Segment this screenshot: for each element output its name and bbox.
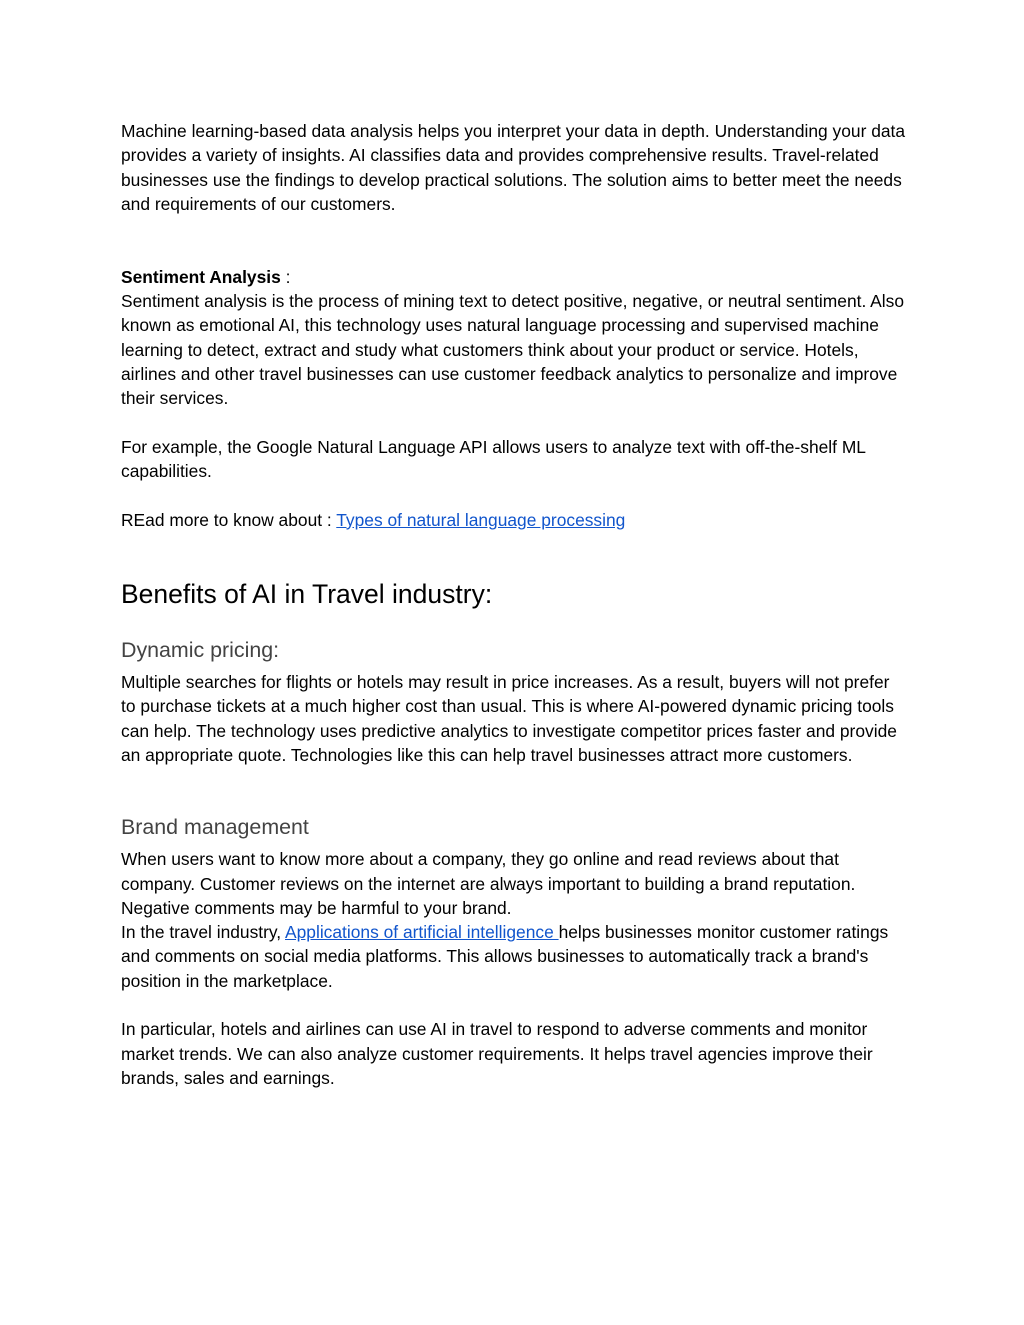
intro-paragraph: Machine learning-based data analysis helps you interpret your data in depth. Understanding your data provides a variety of insights. AI classifies data and provides comprehensive results. Travel-related businesses use the findings to develop practical solutions. The solution aims to better meet the needs and requirements of our customers.: [121, 121, 906, 214]
sentiment-paragraph: Sentiment analysis is the process of mining text to detect positive, negative, or neutral sentiment. Also known as emotional AI, this technology uses natural language processing and supervised machine learning to detect, extract and study what customers think about your product or service. Hotels, airlines and other travel businesses can use customer feedback analytics to personalize and improve their services.: [121, 291, 904, 409]
spacer: [121, 532, 906, 578]
ai-applications-link[interactable]: Applications of artificial intelligence: [285, 922, 559, 943]
sentiment-title-line: [121, 265, 906, 289]
dynamic-pricing-paragraph: Multiple searches for flights or hotels may result in price increases. As a result, buyers will not prefer to purchase tickets at a much higher cost than usual. This is where AI-powered dynamic pricing tools can help. The technology uses predictive analytics to investigate competitor prices faster and provide an appropriate quote. Technologies like this can help travel businesses attract more customers.: [121, 672, 897, 765]
read-more-prefix: REad more to know about :: [121, 509, 337, 530]
read-more-line: [121, 508, 906, 532]
sentiment-title-suffix: :: [280, 266, 291, 287]
sentiment-title: Sentiment Analysis: [121, 266, 281, 287]
dynamic-pricing-heading: Dynamic pricing:: [121, 638, 280, 663]
spacer: [121, 610, 906, 636]
spacer: [121, 216, 906, 265]
paragraph-2-prefix: In the travel industry,: [121, 922, 286, 943]
spacer: [121, 767, 906, 813]
nlp-types-link[interactable]: Types of natural language processing: [336, 509, 626, 530]
sentiment-example: For example, the Google Natural Language API allows users to analyze text with off-the-shelf ML capabilities.: [121, 436, 866, 482]
brand-management-paragraph-1: When users want to know more about a company, they go online and read reviews about that company. Customer reviews on the internet are always important to building a brand reputation. Negative comments may be harmful to your brand.: [121, 849, 856, 918]
brand-management-heading: Brand management: [121, 815, 309, 840]
brand-management-paragraph-2: [121, 920, 906, 993]
brand-management-paragraph-3: In particular, hotels and airlines can use AI in travel to respond to adverse comments and monitor market trends. We can also analyze customer requirements. It helps travel agencies improve their brands, sales and earnings.: [121, 1019, 873, 1088]
spacer: [121, 993, 906, 1017]
paragraph-2-suffix: helps businesses monitor customer ratings and comments on social media platforms. This allows businesses to automatically track a brand's position in the marketplace.: [121, 922, 889, 991]
benefits-heading: Benefits of AI in Travel industry:: [121, 579, 493, 610]
document-page: [121, 119, 906, 1090]
spacer: [121, 411, 906, 435]
spacer: [121, 483, 906, 507]
